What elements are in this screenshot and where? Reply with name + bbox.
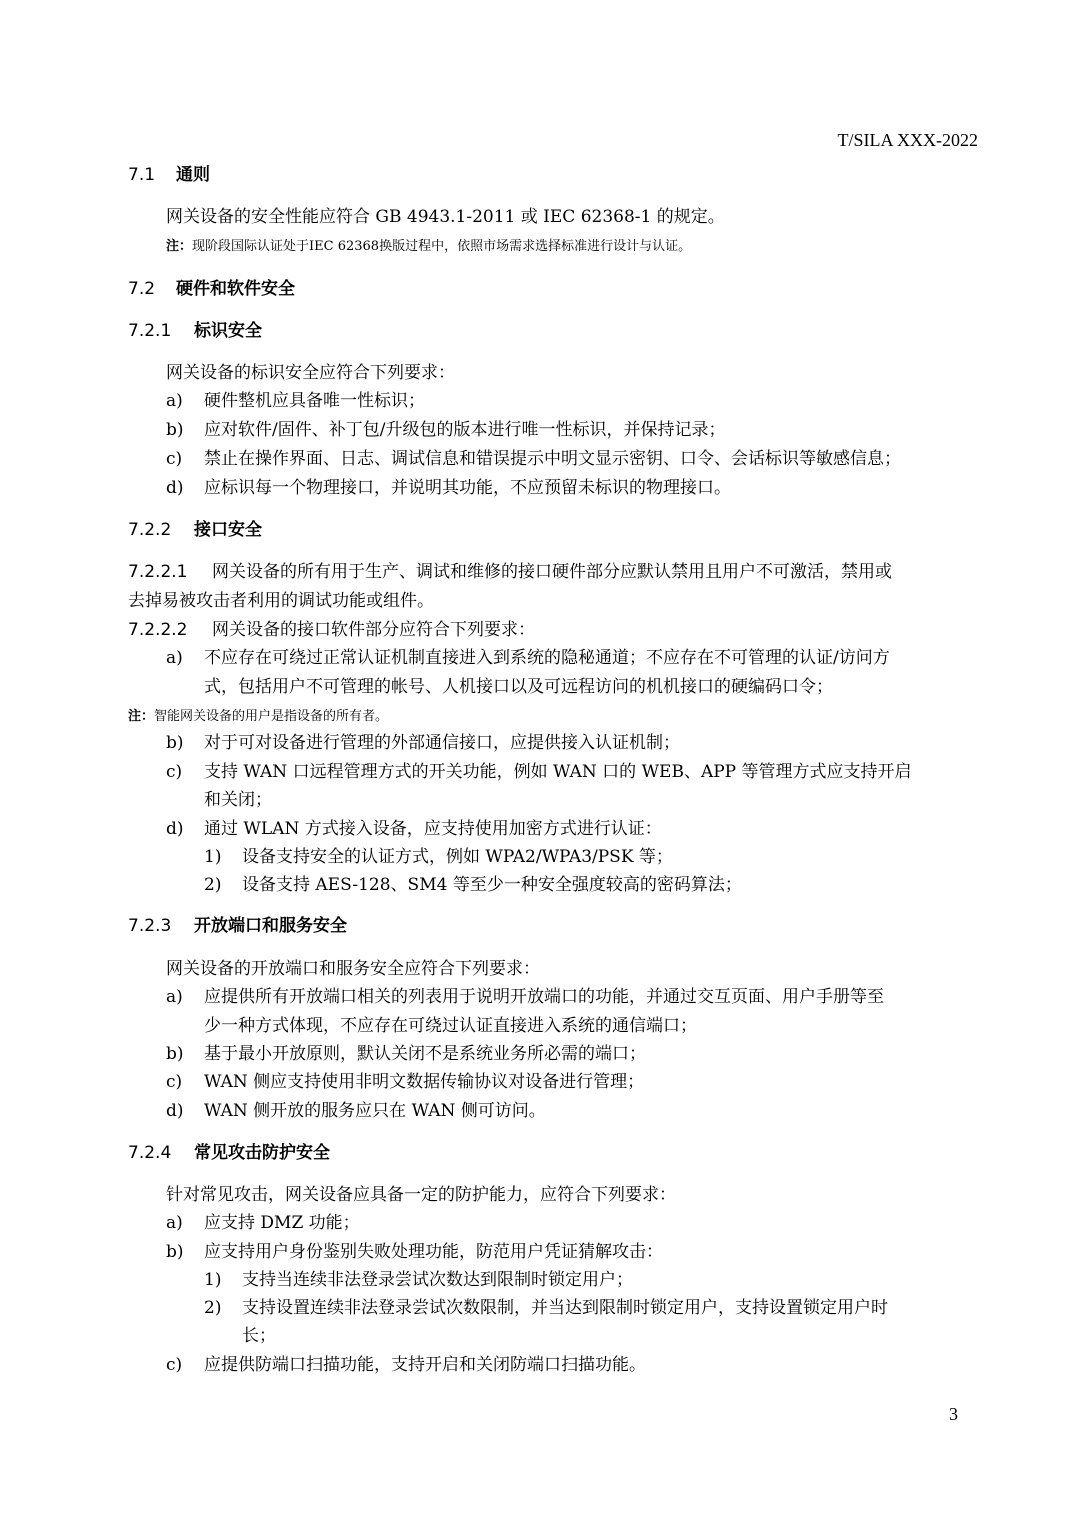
list-text: 应提供防端口扫描功能，支持开启和关闭防端口扫描功能。 — [204, 1355, 646, 1375]
list-text: WAN 侧应支持使用非明文数据传输协议对设备进行管理； — [204, 1072, 645, 1092]
list-continuation: 式，包括用户不可管理的帐号、人机接口以及可远程访问的机机接口的硬编码口令； — [204, 677, 833, 697]
list-text: 设备支持安全的认证方式，例如 WPA2/WPA3/PSK 等； — [242, 847, 673, 867]
note — [166, 235, 691, 259]
list-text: 应标识每一个物理接口，并说明其功能，不应预留未标识的物理接口。 — [204, 478, 731, 498]
list-continuation: 长； — [242, 1326, 276, 1346]
note-label: 注： — [166, 239, 193, 254]
list-item — [166, 1353, 646, 1377]
list-item — [166, 760, 912, 784]
list-marker: a) — [166, 648, 183, 668]
list-marker: 2) — [204, 875, 222, 895]
heading-title: 通则 — [176, 165, 210, 185]
list-text: 不应存在可绕过正常认证机制直接进入到系统的隐秘通道；不应存在不可管理的认证/访问方 — [204, 648, 890, 668]
heading-7-2-2 — [128, 518, 262, 542]
note-text: 智能网关设备的用户是指设备的所有者。 — [154, 709, 389, 724]
clause-text: 网关设备的所有用于生产、调试和维修的接口硬件部分应默认禁用且用户不可激活，禁用或 — [212, 562, 892, 582]
heading-7-2-4 — [128, 1141, 330, 1165]
list-marker: 1) — [204, 1270, 222, 1290]
heading-title: 标识安全 — [194, 321, 262, 341]
list-item — [166, 476, 731, 500]
list-marker: b) — [166, 733, 184, 753]
list-marker: b) — [166, 1044, 184, 1064]
clause-continuation: 去掉易被攻击者利用的调试功能或组件。 — [128, 591, 434, 611]
list-text: 应支持用户身份鉴别失败处理功能，防范用户凭证猜解攻击： — [204, 1242, 663, 1262]
list-marker: c) — [166, 449, 183, 469]
list-item — [166, 447, 901, 471]
list-continuation: 少一种方式体现，不应存在可绕过认证直接进入系统的通信端口； — [204, 1016, 697, 1036]
heading-title: 开放端口和服务安全 — [194, 916, 347, 936]
list-marker: c) — [166, 1355, 183, 1375]
list-item — [166, 817, 662, 841]
list-marker: b) — [166, 1242, 184, 1262]
sub-list-item — [204, 845, 673, 869]
list-text: 设备支持 AES-128、SM4 等至少一种安全强度较高的密码算法； — [242, 875, 742, 895]
list-item — [166, 1211, 360, 1235]
page-number: 3 — [949, 1404, 958, 1424]
heading-7-2-3 — [128, 914, 347, 938]
heading-7-2 — [128, 277, 295, 301]
note — [128, 705, 388, 729]
list-text: 应对软件/固件、补丁包/升级包的版本进行唯一性标识，并保持记录； — [204, 420, 726, 440]
sub-list-item — [204, 873, 742, 897]
clause-number: 7.2.2.2 — [128, 620, 188, 640]
list-item — [166, 1070, 644, 1094]
list-item — [166, 646, 890, 670]
heading-title: 接口安全 — [194, 520, 262, 540]
list-marker: c) — [166, 762, 183, 782]
list-marker: d) — [166, 1101, 184, 1121]
heading-7-1 — [128, 163, 210, 187]
list-marker: a) — [166, 987, 183, 1007]
list-marker: 2) — [204, 1298, 222, 1318]
list-item — [166, 1240, 663, 1264]
heading-number: 7.2.4 — [128, 1143, 172, 1163]
list-text: WAN 侧开放的服务应只在 WAN 侧可访问。 — [204, 1101, 546, 1121]
list-text: 支持 WAN 口远程管理方式的开关功能，例如 WAN 口的 WEB、APP 等管理方式应支持开启 — [204, 762, 912, 782]
list-item — [166, 418, 725, 442]
list-item — [166, 389, 425, 413]
paragraph: 针对常见攻击，网关设备应具备一定的防护能力，应符合下列要求： — [166, 1185, 676, 1205]
list-marker: d) — [166, 819, 184, 839]
list-marker: c) — [166, 1072, 183, 1092]
paragraph: 网关设备的开放端口和服务安全应符合下列要求： — [166, 959, 540, 979]
list-text: 对于可对设备进行管理的外部通信接口，应提供接入认证机制； — [204, 733, 680, 753]
note-label: 注： — [128, 709, 155, 724]
note-text: 现阶段国际认证处于IEC 62368换版过程中，依照市场需求选择标准进行设计与认证。 — [192, 239, 692, 254]
sub-list-item — [204, 1268, 633, 1292]
heading-number: 7.2.2 — [128, 520, 172, 540]
list-item — [166, 1099, 546, 1123]
heading-title: 常见攻击防护安全 — [194, 1143, 330, 1163]
heading-title: 硬件和软件安全 — [176, 279, 295, 299]
heading-7-2-1 — [128, 319, 262, 343]
list-item — [166, 1042, 646, 1066]
list-continuation: 和关闭； — [204, 790, 272, 810]
list-text: 硬件整机应具备唯一性标识； — [204, 391, 425, 411]
paragraph: 网关设备的标识安全应符合下列要求： — [166, 363, 455, 383]
clause-number: 7.2.2.1 — [128, 562, 188, 582]
list-marker: a) — [166, 391, 183, 411]
list-text: 禁止在操作界面、日志、调试信息和错误提示中明文显示密钥、口令、会话标识等敏感信息； — [204, 449, 901, 469]
list-item — [166, 985, 884, 1009]
list-marker: b) — [166, 420, 184, 440]
list-marker: 1) — [204, 847, 222, 867]
list-text: 通过 WLAN 方式接入设备，应支持使用加密方式进行认证： — [204, 819, 662, 839]
clause-text: 网关设备的接口软件部分应符合下列要求： — [212, 620, 535, 640]
paragraph: 网关设备的安全性能应符合 GB 4943.1-2011 或 IEC 62368-1 的规定。 — [166, 207, 725, 227]
heading-number: 7.2 — [128, 279, 156, 299]
list-text: 支持设置连续非法登录尝试次数限制，并当达到限制时锁定用户，支持设置锁定用户时 — [242, 1298, 888, 1318]
heading-number: 7.2.1 — [128, 321, 172, 341]
heading-number: 7.2.3 — [128, 916, 172, 936]
list-text: 基于最小开放原则，默认关闭不是系统业务所必需的端口； — [204, 1044, 646, 1064]
clause-7-2-2-1 — [128, 560, 892, 584]
list-text: 应支持 DMZ 功能； — [204, 1213, 360, 1233]
list-marker: d) — [166, 478, 184, 498]
document-code: T/SILA XXX-2022 — [837, 130, 978, 150]
clause-7-2-2-2 — [128, 618, 535, 642]
list-text: 支持当连续非法登录尝试次数达到限制时锁定用户； — [242, 1270, 633, 1290]
heading-number: 7.1 — [128, 165, 156, 185]
list-text: 应提供所有开放端口相关的列表用于说明开放端口的功能，并通过交互页面、用户手册等至 — [204, 987, 884, 1007]
sub-list-item — [204, 1296, 888, 1320]
list-marker: a) — [166, 1213, 183, 1233]
list-item — [166, 731, 680, 755]
